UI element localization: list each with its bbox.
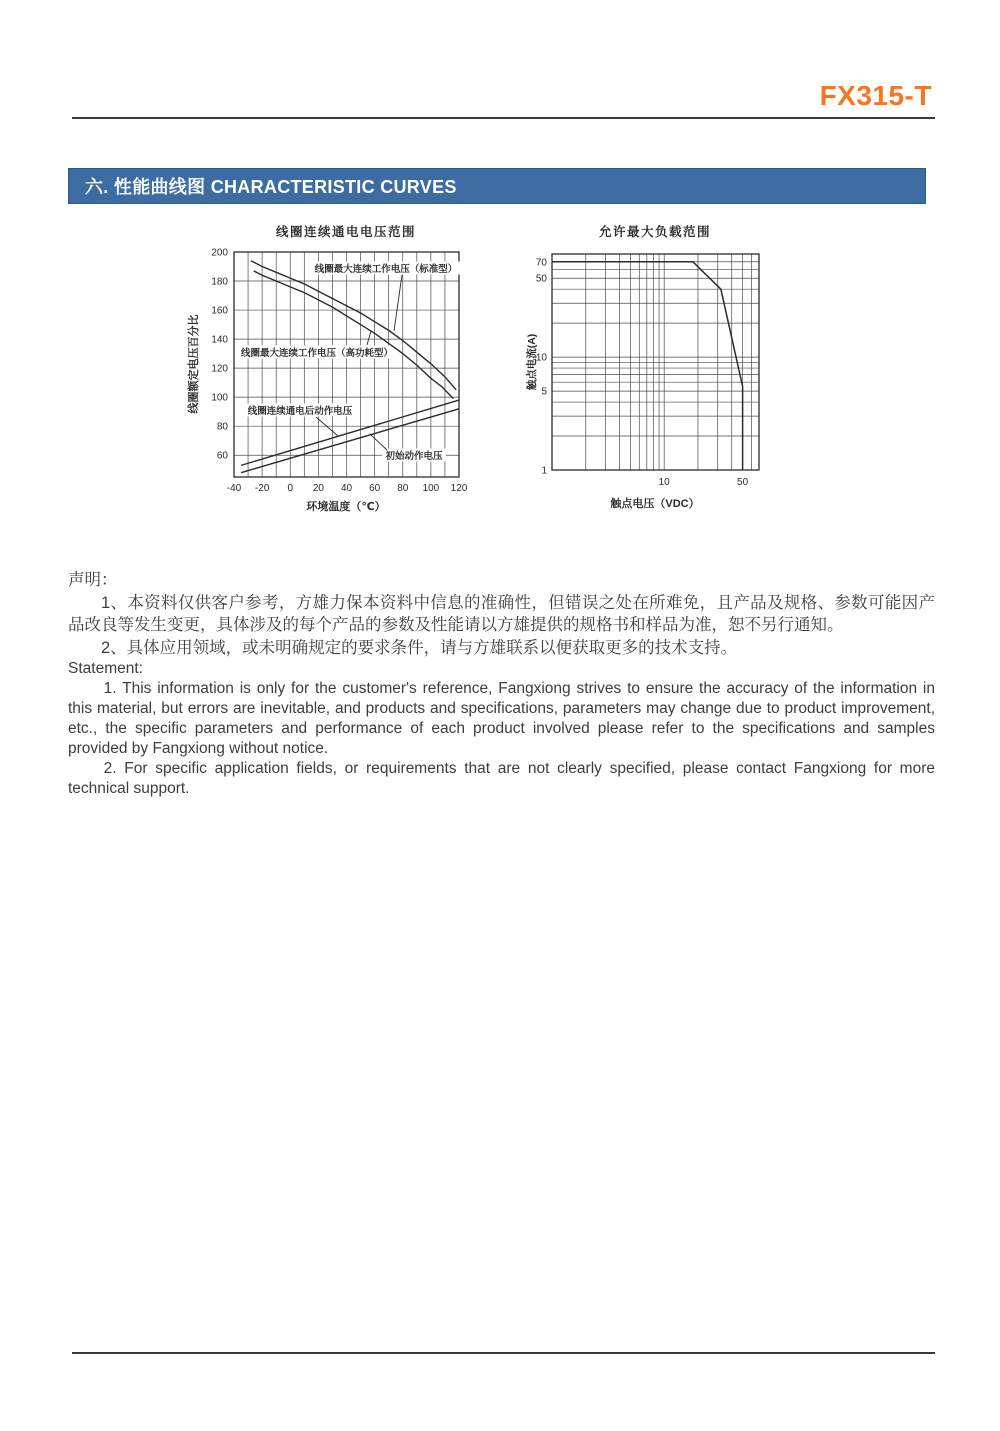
curve-label: 线圈连续通电后动作电压 bbox=[247, 405, 353, 417]
x-tick-label: 80 bbox=[397, 483, 409, 494]
statement-en-item-1: 1. This information is only for the customer's reference, Fangxiong strives to ensure the accuracy of the information in this material, but errors are inevitable, and products and specifications, parameters may change due to product improvement, etc., the specific parameters and performance of each product involved please refer to the specifications and samples provided by Fangxiong without notice. bbox=[68, 680, 935, 757]
curve bbox=[241, 409, 459, 473]
x-axis-label: 环境温度（℃） bbox=[306, 501, 386, 513]
x-tick-label: 40 bbox=[340, 483, 353, 494]
x-tick-label: 0 bbox=[287, 483, 294, 494]
x-tick-label: 100 bbox=[422, 483, 440, 494]
curve-label: 线圈最大连续工作电压（高功耗型） bbox=[240, 347, 394, 359]
x-tick-label: 120 bbox=[450, 483, 468, 494]
max-load-curve bbox=[552, 262, 743, 470]
statement-zh-item-1: 1、本资料仅供客户参考，方雄力保本资料中信息的准确性，但错误之处在所难免，且产品及规格、参数可能因产品改良等发生变更，具体涉及的每个产品的参数及性能请以方雄提供的规格书和样品为准，恕不另行通知。 bbox=[68, 593, 935, 634]
chart-title: 线圈连续通电电压范围 bbox=[275, 225, 417, 239]
section-title: 六. 性能曲线图 CHARACTERISTIC CURVES bbox=[85, 177, 457, 197]
y-axis-label: 触点电流(A) bbox=[526, 333, 538, 391]
curve bbox=[254, 271, 454, 399]
y-tick-label: 70 bbox=[535, 257, 547, 269]
curve-label-leader bbox=[371, 435, 387, 450]
x-axis-label: 触点电压（VDC） bbox=[610, 498, 700, 510]
curve-label-leader bbox=[394, 275, 402, 331]
y-tick-label: 100 bbox=[211, 392, 228, 404]
y-tick-label: 80 bbox=[216, 421, 228, 433]
y-axis-label: 线圈额定电压百分比 bbox=[188, 314, 200, 414]
curve-label: 初始动作电压 bbox=[385, 450, 443, 462]
y-tick-label: 120 bbox=[211, 363, 228, 375]
statement-en-title: Statement: bbox=[68, 660, 143, 677]
x-tick-label: 10 bbox=[658, 477, 670, 488]
y-tick-label: 140 bbox=[211, 334, 228, 346]
y-tick-label: 5 bbox=[541, 386, 547, 398]
y-tick-label: 180 bbox=[211, 276, 228, 288]
max-load-chart bbox=[525, 222, 775, 522]
model-number: FX315-T bbox=[819, 80, 932, 111]
statement-zh-title: 声明： bbox=[68, 571, 118, 589]
y-tick-label: 160 bbox=[211, 305, 228, 317]
x-tick-label: -20 bbox=[254, 483, 270, 494]
curve-label: 线圈最大连续工作电压（标准型） bbox=[314, 263, 458, 275]
y-tick-label: 1 bbox=[541, 465, 547, 477]
curve bbox=[251, 261, 456, 390]
statement-section bbox=[68, 569, 935, 799]
statement-zh-item-2: 2、具体应用领域，或未明确规定的要求条件，请与方雄联系以便获取更多的技术支持。 bbox=[101, 638, 738, 657]
statement-en-item-2: 2. For specific application fields, or requirements that are not clearly specified, please contact Fangxiong for more technical support. bbox=[68, 760, 935, 797]
header-divider bbox=[72, 117, 935, 119]
footer-divider bbox=[72, 1352, 935, 1354]
section-banner bbox=[68, 168, 926, 204]
y-tick-label: 200 bbox=[211, 247, 228, 259]
coil-voltage-chart bbox=[183, 222, 493, 522]
y-tick-label: 60 bbox=[216, 450, 228, 462]
x-tick-label: 20 bbox=[312, 483, 324, 494]
y-tick-label: 10 bbox=[535, 352, 547, 364]
curve-label-leader bbox=[367, 331, 371, 345]
x-tick-label: -40 bbox=[226, 483, 242, 494]
x-tick-label: 60 bbox=[369, 483, 381, 494]
y-tick-label: 50 bbox=[535, 273, 547, 285]
chart-title: 允许最大负载范围 bbox=[598, 225, 712, 239]
x-tick-label: 50 bbox=[737, 477, 749, 488]
